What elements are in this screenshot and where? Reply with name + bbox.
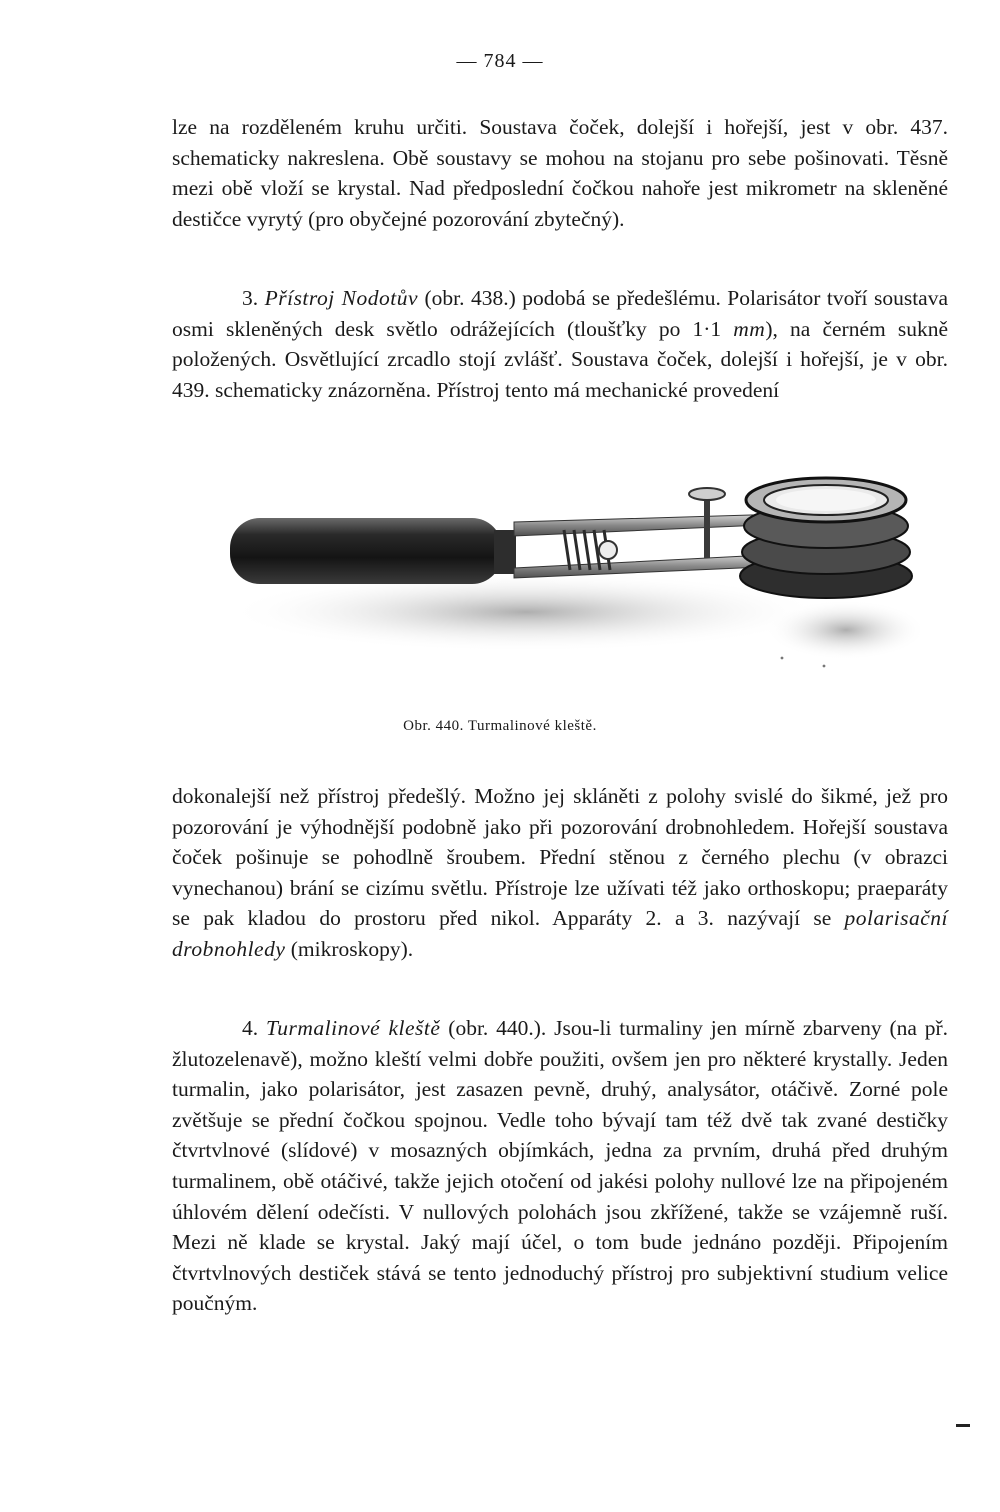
paragraph-3-body <box>172 781 948 965</box>
paragraph-3 <box>172 781 948 965</box>
paragraph-2-body <box>172 283 948 405</box>
paragraph-1-text: lze na rozděleném kruhu určiti. Soustava čoček, dolejší i hořejší, jest v obr. 437. schematicky nakreslena. Obě soustavy se mohou na stojanu pro sebe pošinovati. Těsně mezi obě vloží se krystal. Nad předposlední čočkou nahoře jest mikrometr na skleněné destičce vyrytý (pro obyčejné pozorování zbytečný). <box>172 115 948 231</box>
paragraph-3-emphasis: polarisační drobnohledy <box>172 906 948 961</box>
tourmaline-tongs-illustration <box>226 470 926 685</box>
paragraph-2-text-after: ), na černém sukně položených. Osvětlující zrcadlo stojí zvlášť. Soustava čoček, dolejší i hořejší, je v obr. 439. schematicky znázorněna. Přístroj tento má mechanické provedení <box>172 316 949 402</box>
paragraph-3-text-after: (mikroskopy). <box>290 936 414 961</box>
paragraph-4-number: 4. <box>242 1016 259 1040</box>
paragraph-2-unit: mm <box>733 316 766 341</box>
paragraph-2-text: (obr. 438.) podobá se předešlému. Polarisátor tvoří soustava osmi skleněných desk světlo odrážejících (tloušťky po 1·1 <box>172 286 949 341</box>
figure-caption: Obr. 440. Turmalinové kleště. <box>403 718 597 734</box>
paragraph-4-body <box>172 1013 948 1319</box>
page-number: — 784 — <box>456 50 544 72</box>
paragraph-2 <box>172 283 948 405</box>
paragraph-4 <box>172 1013 948 1319</box>
paragraph-2-number: 3. <box>242 286 259 310</box>
paragraph-1 <box>172 112 948 234</box>
paragraph-2-title: Přístroj Nodotův <box>264 286 419 310</box>
paragraph-3-text: dokonalejší než přístroj předešlý. Možno jej skláněti z polohy svislé do šikmé, jež pro pozorování je výhodnější podobně jako při pozorování drobnohledem. Hořejší soustava čoček pošinuje se pohodlně šroubem. Přední stěnou z černého plechu (v obrazci vynechanou) brání se cizímu světlu. Přístroje lze užívati též jako orthoskopu; praeparáty se pak kladou do prostoru před nikol. Apparáty 2. a 3. nazývají se <box>172 784 948 931</box>
paragraph-4-text: (obr. 440.). Jsou-li turmaliny jen mírně zbarveny (na př. žlutozelenavě), možno kleští velmi dobře použiti, ovšem jen pro některé krystally. Jeden turmalin, jako polarisátor, jest zasazen pevně, druhý, analysátor, otáčivě. Zorné pole zvětšuje se přední čočkou spojnou. Vedle toho bývají tam též dvě tak zvané destičky čtvrtvlnové (slídové) v mosazných objímkách, jedna za prvním, druhá před druhým turmalinem, obě otáčivé, takže jejich otočení od jakési polohy nullové lze na připojeném úhlovém dělení odečísti. V nullových polohách jsou zkřížené, takže se vzájemně ruší. Mezi ně klade se krystal. Jaký mají účel, o tom bude jednáno později. Připojením čtvrtvlnových destiček stává se tento jednoduchý přístroj pro subjektivní studium velice poučným. <box>172 1016 949 1316</box>
paragraph-4-title: Turmalinové kleště <box>265 1016 441 1040</box>
margin-mark <box>956 1424 970 1427</box>
